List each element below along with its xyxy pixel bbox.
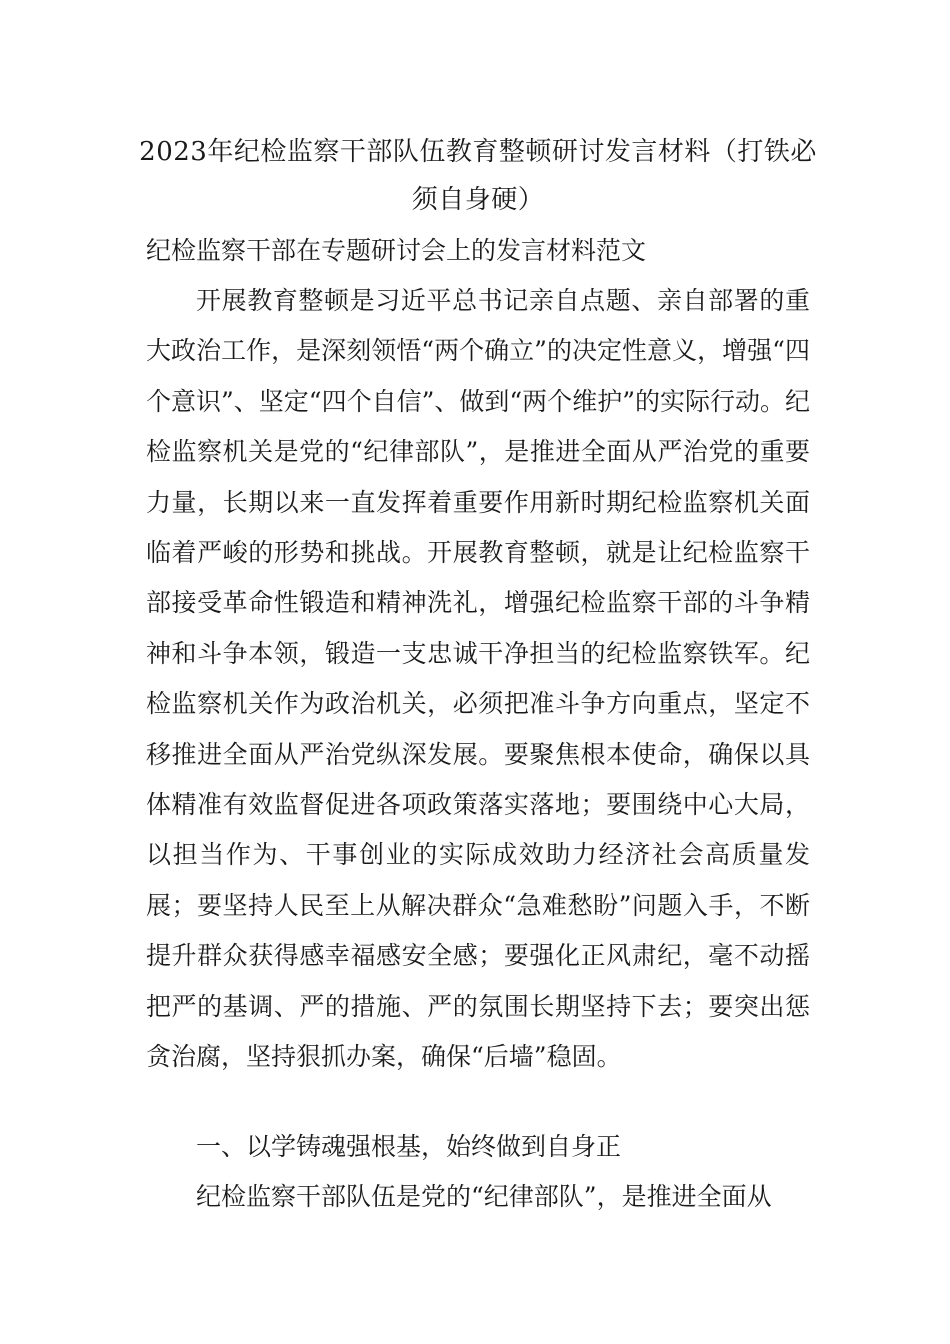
- document-title: 2023年纪检监察干部队伍教育整顿研讨发言材料（打铁必须自身硬）: [139, 137, 817, 215]
- body-paragraph-2: 纪检监察干部队伍是党的“纪律部队”，是推进全面从: [196, 1182, 772, 1211]
- section-heading-1: 一、以学铸魂强根基，始终做到自身正: [196, 1132, 622, 1161]
- body-paragraph-1: 开展教育整顿是习近平总书记亲自点题、亲自部署的重大政治工作，是深刻领悟“两个确立”的决定性意义，增强“四个意识”、坚定“四个自信”、做到“两个维护”的实际行动。纪检监察机关是党的“纪律部队”，是推进全面从严治党的重要力量，长期以来一直发挥着重要作用新时期纪检监察机关面临着严峻的形势和挑战。开展教育整顿，就是让纪检监察干部接受革命性锻造和精神洗礼，增强纪检监察干部的斗争精神和斗争本领，锻造一支忠诚干净担当的纪检监察铁军。纪检监察机关作为政治机关，必须把准斗争方向重点，坚定不移推进全面从严治党纵深发展。要聚焦根本使命，确保以具体精准有效监督促进各项政策落实落地；要围绕中心大局，以担当作为、干事创业的实际成效助力经济社会高质量发展；要坚持人民至上从解决群众“急难愁盼”问题入手，不断提升群众获得感幸福感安全感；要强化正风肃纪，毫不动摇把严的基调、严的措施、严的氛围长期坚持下去；要突出惩贪治腐，坚持狠抓办案，确保“后墙”稳固。: [146, 286, 810, 1072]
- document-subtitle: 纪检监察干部在专题研讨会上的发言材料范文: [146, 236, 647, 265]
